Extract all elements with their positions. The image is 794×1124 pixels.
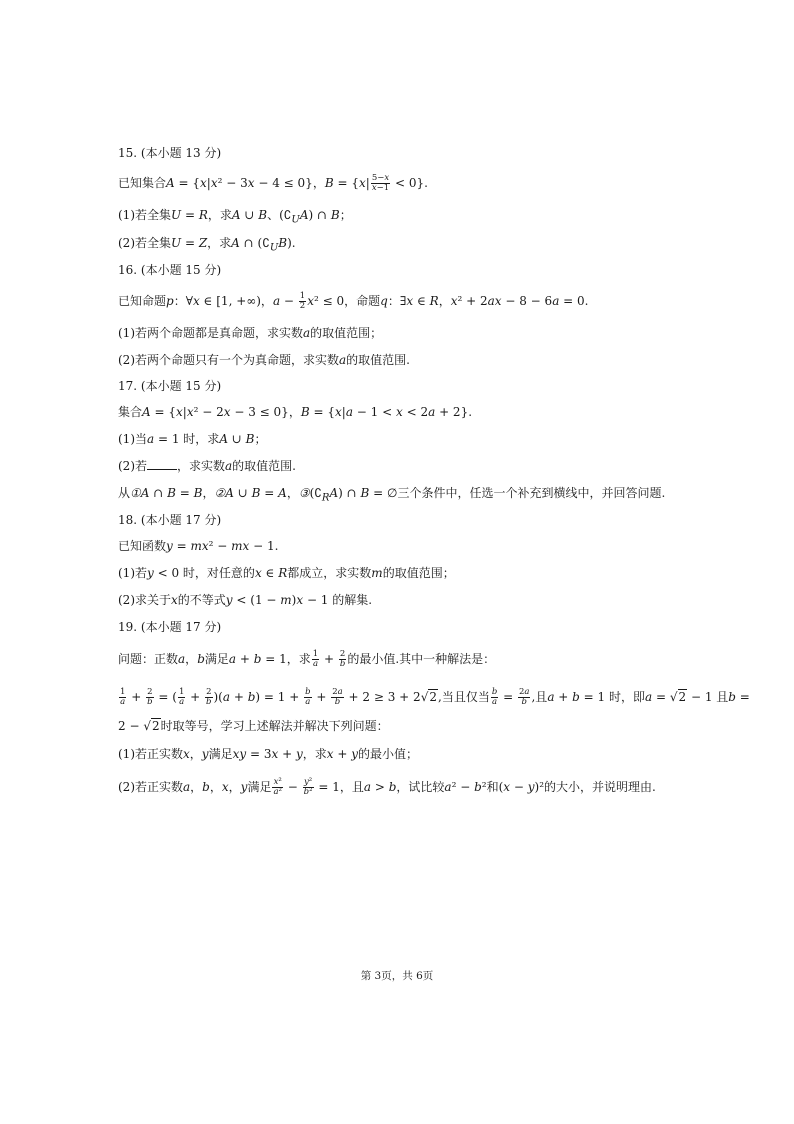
q18-stem: 已知函数y = mx² − mx − 1. — [118, 539, 279, 553]
q17-stem: 集合A = {x|x² − 2x − 3 ≤ 0}，B = {x|a − 1 < x < 2a + 2}. — [118, 405, 473, 419]
q18-part1: (1)若y < 0 时，对任意的x ∈ R都成立，求实数m的取值范围； — [118, 566, 455, 580]
q17-part1: (1)当a = 1 时，求A ∪ B； — [118, 432, 267, 446]
answer-blank — [147, 458, 177, 470]
q17-header: 17. (本小题 15 分) — [118, 379, 222, 393]
q17-choices: 从①A ∩ B = B，②A ∪ B = A，$③(∁_RA)$ ∩ B = ∅三个条件中，任选一个补充到横线中，并回答问题. — [118, 486, 666, 504]
q18-header: 18. (本小题 17 分) — [118, 513, 222, 527]
q17-part2: (2)若 ，求实数a的取值范围. — [118, 459, 296, 473]
q16-part2: (2)若两个命题只有一个为真命题，求实数a的取值范围. — [118, 353, 410, 367]
q15-part1: (1)若全集U = R，求A ∪ B、$(∁_UA)$ ∩ B； — [118, 208, 352, 226]
q19-part1: (1)若正实数x，y满足xy = 3x + y，求x + y的最小值； — [118, 747, 418, 761]
q15-stem: 已知集合A = {x|x² − 3x − 4 ≤ 0}，B = {x| $\frac{5-x}{x-1}$ < 0}. — [118, 173, 428, 193]
q19-header: 19. (本小题 17 分) — [118, 620, 222, 634]
q19-solution-line2: 2 − √2时取等号，学习上述解法并解决下列问题： — [118, 719, 389, 733]
page-footer: 第 3页，共 6页 — [360, 970, 434, 982]
q19-solution-line1: $\frac{1}{a}$ + $\frac{2}{b}$ = ( $\frac{1}{a}$ + $\frac{2}{b}$ )(a + b) = 1 + $\frac{b}{a}$ + $\frac{2a}{b}$ + 2 ≥ 3 + 2√2,当且仅当 $\frac{b}{a}$ = $\frac{2a}{b}$ ,且a + b = 1 时，即a = √2 − 1 且b = — [120, 687, 750, 707]
q19-problem: 问题：正数a，b满足a + b = 1，求 $\frac{1}{a}$ + $\frac{2}{b}$ 的最小值.其中一种解法是： — [118, 649, 496, 669]
q15-part2: (2)若全集U = Z，求A ∩ $(∁_UB)$. — [118, 236, 296, 254]
q19-part2: (2)若正实数a，b，x，y满足 $\frac{\text{x²}}{\text{a²}}$ − $\frac{\text{y²}}{\text{b²}}$ = 1，且a > b，试比较a² − b²和(x − y)²的大小，并说明理由. — [118, 777, 656, 797]
q18-part2: (2)求关于x的不等式y < (1 − m)x − 1 的解集. — [118, 593, 373, 607]
q15-header: 15. (本小题 13 分) — [118, 146, 222, 160]
q16-part1: (1)若两个命题都是真命题，求实数a的取值范围； — [118, 326, 383, 340]
q16-header: 16. (本小题 15 分) — [118, 263, 222, 277]
q16-stem: 已知命题p：∀x ∈ [1, +∞)，a − $\frac{1}{2}$ x² ≤ 0，命题q：∃x ∈ R，x² + 2ax − 8 − 6a = 0. — [118, 291, 589, 311]
